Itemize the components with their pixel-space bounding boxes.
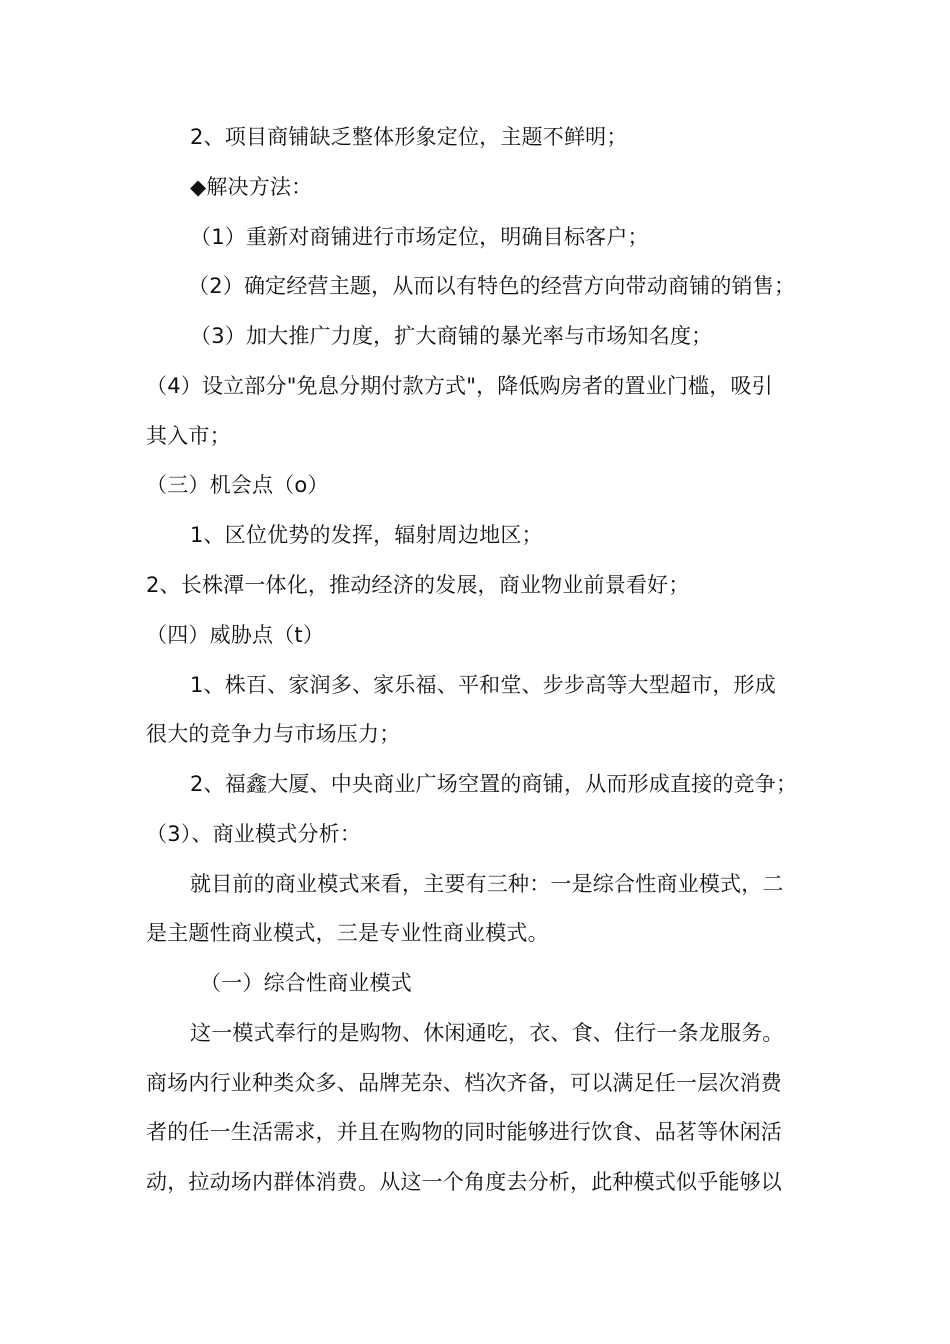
- text-line: 商场内行业种类众多、品牌芜杂、档次齐备，可以满足任一层次消费: [146, 1071, 782, 1095]
- text-line: 2、项目商铺缺乏整体形象定位，主题不鲜明；: [190, 125, 628, 149]
- text-line: 者的任一生活需求，并且在购物的同时能够进行饮食、品茗等休闲活: [146, 1120, 782, 1144]
- text-line: （2）确定经营主题，从而以有特色的经营方向带动商铺的销售；: [188, 274, 796, 298]
- text-line: 2、长株潭一体化，推动经济的发展，商业物业前景看好；: [146, 573, 690, 597]
- text-line: 1、株百、家润多、家乐福、平和堂、步步高等大型超市，形成: [190, 673, 776, 697]
- text-line: 就目前的商业模式来看，主要有三种：一是综合性商业模式，二: [190, 872, 784, 896]
- text-line: （3）加大推广力度，扩大商铺的暴光率与市场知名度；: [190, 324, 713, 348]
- text-line: 很大的竞争力与市场压力；: [146, 722, 401, 746]
- text-line: 1、区位优势的发挥，辐射周边地区；: [190, 523, 543, 547]
- text-line: 是主题性商业模式，三是专业性商业模式。: [146, 921, 549, 945]
- text-line: 其入市；: [146, 424, 231, 448]
- text-line: 这一模式奉行的是购物、休闲通吃，衣、食、住行一条龙服务。: [190, 1021, 784, 1045]
- text-line: 2、福鑫大厦、中央商业广场空置的商铺，从而形成直接的竞争；: [190, 772, 798, 796]
- section-heading: （四）威胁点（t）: [146, 623, 325, 647]
- text-line: 动，拉动场内群体消费。从这一个角度去分析，此种模式似乎能够以: [146, 1170, 782, 1194]
- section-heading: （3）、商业模式分析：: [146, 822, 362, 846]
- section-heading: （三）机会点（o）: [146, 473, 329, 497]
- text-line: （4）设立部分"免息分期付款方式"，降低购房者的置业门槛，吸引: [146, 374, 773, 398]
- section-heading: （一）综合性商业模式: [200, 971, 412, 995]
- text-line: ◆解决方法：: [190, 175, 313, 199]
- text-line: （1）重新对商铺进行市场定位，明确目标客户；: [190, 225, 649, 249]
